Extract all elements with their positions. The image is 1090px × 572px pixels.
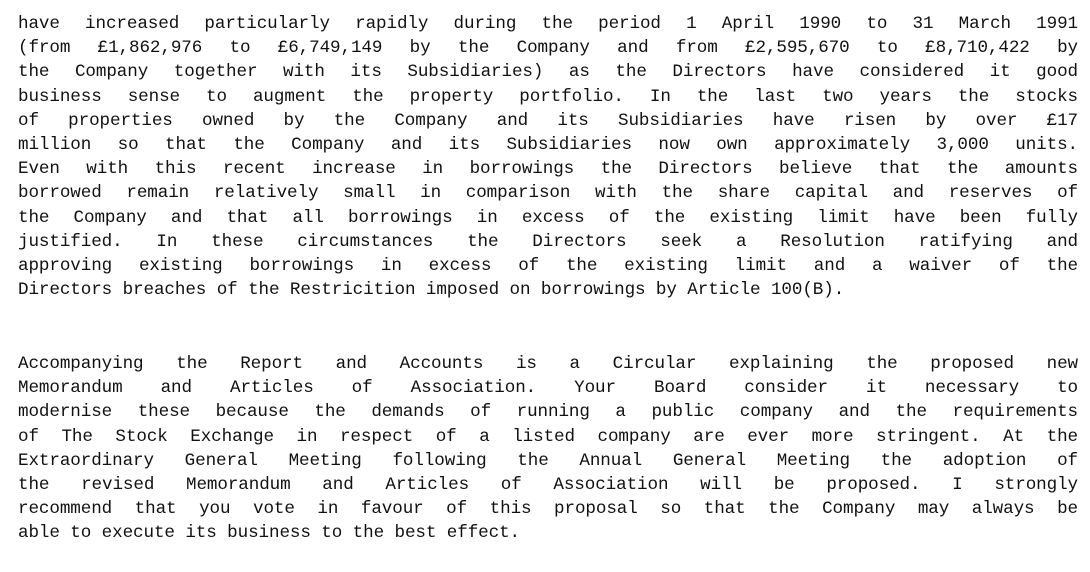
- paragraph-borrowings: [18, 12, 1078, 302]
- text-line: recommend that you vote in favour of this proposal so that the Company may always be: [18, 499, 1078, 520]
- text-line: business sense to augment the property portfolio. In the last two years the stocks: [18, 86, 1078, 107]
- text-line: the Company and that all borrowings in excess of the existing limit have been fully: [18, 207, 1078, 228]
- text-line: of The Stock Exchange in respect of a listed company are ever more stringent. At the: [18, 426, 1078, 447]
- text-line: Memorandum and Articles of Association. Your Board consider it necessary to: [18, 378, 1078, 399]
- text-line: Extraordinary General Meeting following the Annual General Meeting the adoption of: [18, 450, 1078, 471]
- text-line: able to execute its business to the best effect.: [18, 523, 520, 544]
- text-line: modernise these because the demands of running a public company and the requirements: [18, 402, 1078, 423]
- text-line: the Company together with its Subsidiaries) as the Directors have considered it good: [18, 62, 1078, 83]
- text-line: borrowed remain relatively small in comparison with the share capital and reserves of: [18, 183, 1078, 204]
- text-line: Accompanying the Report and Accounts is a Circular explaining the proposed new: [18, 354, 1078, 374]
- text-line: million so that the Company and its Subsidiaries now own approximately 3,000 units.: [18, 134, 1078, 155]
- text-line: approving existing borrowings in excess of the existing limit and a waiver of the: [18, 255, 1078, 276]
- text-line: Directors breaches of the Restricition imposed on borrowings by Article 100(B).: [18, 280, 845, 301]
- text-line: have increased particularly rapidly during the period 1 April 1990 to 31 March 1991: [18, 14, 1078, 34]
- text-line: justified. In these circumstances the Directors seek a Resolution ratifying and: [18, 231, 1078, 252]
- text-line: the revised Memorandum and Articles of Association will be proposed. I strongly: [18, 474, 1078, 495]
- text-line: (from £1,862,976 to £6,749,149 by the Company and from £2,595,670 to £8,710,422 by: [18, 38, 1078, 59]
- paragraph-memorandum: [18, 352, 1078, 546]
- text-line: Even with this recent increase in borrowings the Directors believe that the amounts: [18, 159, 1078, 180]
- text-line: of properties owned by the Company and its Subsidiaries have risen by over £17: [18, 110, 1078, 131]
